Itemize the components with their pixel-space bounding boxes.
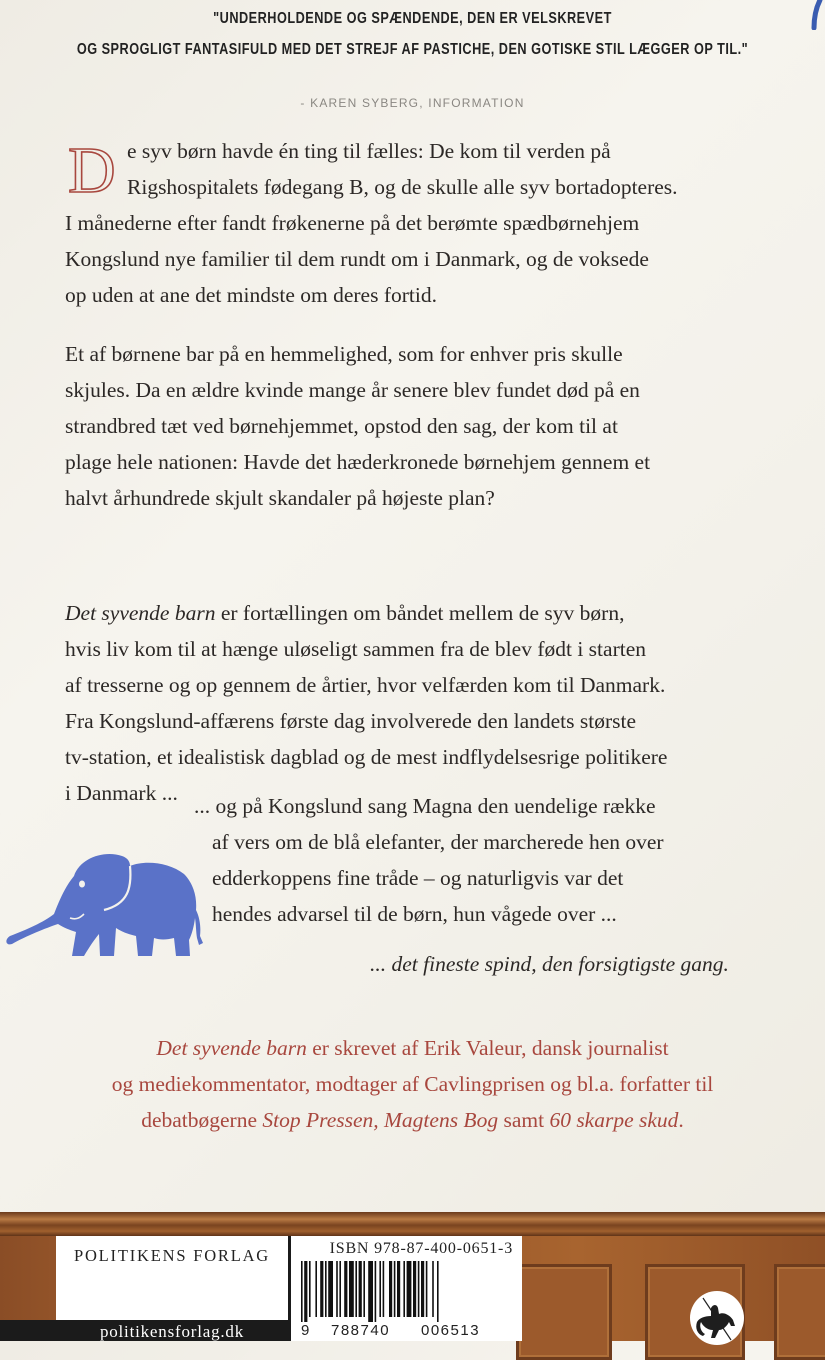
barcode-digit-first: 9 xyxy=(301,1322,311,1339)
barcode-bar xyxy=(397,1261,400,1317)
paragraph-line: e syv børn havde én ting til fælles: De kom til verden på xyxy=(127,139,611,163)
paragraph-line: skjules. Da en ældre kvinde mange år senere blev fundet død på en xyxy=(65,378,640,402)
author-bio xyxy=(0,1030,825,1138)
barcode-bar xyxy=(359,1261,362,1317)
barcode-bar xyxy=(421,1261,424,1317)
author-text: debatbøgerne xyxy=(141,1108,263,1132)
barcode-bar xyxy=(363,1261,365,1317)
publisher-url: politikensforlag.dk xyxy=(99,1322,245,1341)
isbn-label: ISBN 978-87-400-0651-3 xyxy=(329,1240,513,1257)
paragraph-1 xyxy=(65,133,678,313)
barcode-bar xyxy=(368,1261,373,1325)
barcode-bar xyxy=(426,1261,428,1317)
paragraph-line: af vers om de blå elefanter, der marcherede hen over xyxy=(212,830,664,854)
paragraph-line: ... og på Kongslund sang Magna den uendelige række xyxy=(194,794,656,818)
isbn-box xyxy=(291,1236,522,1341)
book-title: Det syvende barn xyxy=(65,601,216,625)
barcode-bar xyxy=(355,1261,357,1317)
barcode-bar xyxy=(413,1261,416,1317)
barcode-bar xyxy=(403,1261,405,1317)
paragraph-2 xyxy=(65,336,650,516)
barcode-bar xyxy=(349,1261,354,1317)
book-title: Magtens Bog xyxy=(384,1108,499,1132)
barcode-digits-right: 006513 xyxy=(421,1322,481,1339)
paragraph-line: af tresserne og op gennem de årtier, hvor velfærden kom til Danmark. xyxy=(65,673,666,697)
barcode-bar xyxy=(432,1261,434,1317)
barcode-bar xyxy=(389,1261,392,1317)
paragraph-line: op uden at ane det mindste om deres fortid. xyxy=(65,283,437,307)
elephant-illustration-icon xyxy=(4,848,204,958)
barcode-digits-left: 788740 xyxy=(331,1322,391,1339)
book-title: 60 skarpe skud xyxy=(549,1108,679,1132)
horse-rider-logo-icon xyxy=(689,1290,745,1346)
paragraph-text: er fortællingen om båndet mellem de syv børn, xyxy=(215,601,625,625)
barcode-bar xyxy=(301,1261,303,1325)
paragraph-line: halvt århundrede skjult skandaler på højeste plan? xyxy=(65,486,495,510)
paragraph-line: Kongslund nye familier til dem rundt om i Danmark, og de voksede xyxy=(65,247,649,271)
barcode-bar xyxy=(383,1261,385,1317)
paragraph-line xyxy=(65,595,667,631)
barcode-bar xyxy=(304,1261,307,1325)
barcode-bar xyxy=(437,1261,439,1325)
paragraph-line: I månederne efter fandt frøkenerne på det berømte spædbørnehjem xyxy=(65,211,640,235)
paragraph-4 xyxy=(194,788,664,932)
review-quote-line-1: "UNDERHOLDENDE OG SPÆNDENDE, DEN ER VELSKREVET xyxy=(213,10,612,27)
barcode-digits xyxy=(291,1318,522,1340)
publisher-url-bar xyxy=(0,1320,289,1341)
review-quote-line-2: OG SPROGLIGT FANTASIFULD MED DET STREJF AF PASTICHE, DEN GOTISKE STIL LÆGGER OP TIL." xyxy=(76,41,749,58)
publisher-name: POLITIKENS FORLAG xyxy=(73,1246,271,1265)
barcode-bar xyxy=(375,1261,377,1325)
barcode-bar xyxy=(328,1261,333,1317)
paragraph-line: Et af børnene bar på en hemmelighed, som for enhver pris skulle xyxy=(65,342,623,366)
wood-molding xyxy=(0,1212,825,1236)
barcode-bar xyxy=(339,1261,341,1317)
paragraph-line: hendes advarsel til de børn, hun vågede over ... xyxy=(212,902,617,926)
barcode-icon xyxy=(301,1261,513,1325)
author-text: . xyxy=(678,1108,684,1132)
barcode-bar xyxy=(309,1261,311,1317)
barcode-bar xyxy=(344,1261,347,1317)
barcode-bar xyxy=(325,1261,327,1317)
barcode-bar xyxy=(379,1261,381,1317)
blue-brush-stroke-icon xyxy=(810,0,824,30)
barcode-bar xyxy=(320,1261,323,1317)
author-line xyxy=(0,1030,825,1066)
paragraph-line: hvis liv kom til at hænge uløseligt sammen fra de blev født i starten xyxy=(65,637,646,661)
author-text: er skrevet af Erik Valeur, dansk journalist xyxy=(306,1036,669,1060)
paragraph-line: strandbred tæt ved børnehjemmet, opstod den sag, der kom til at xyxy=(65,414,618,438)
book-title: Stop Pressen xyxy=(262,1108,374,1132)
paragraph-line: tv-station, et idealistisk dagblad og de mest indflydelsesrige politikere xyxy=(65,745,668,769)
paragraph-line: Fra Kongslund-affærens første dag involverede den landets største xyxy=(65,709,636,733)
review-attribution: - KAREN SYBERG, INFORMATION xyxy=(300,96,525,110)
barcode-bar xyxy=(315,1261,317,1317)
barcode-bar xyxy=(394,1261,396,1317)
paragraph-line: plage hele nationen: Havde det hæderkronede børnehjem gennem et xyxy=(65,450,651,474)
paragraph-line: i Danmark ... xyxy=(65,781,178,805)
author-text: samt xyxy=(498,1108,550,1132)
drop-cap-letter: D xyxy=(68,140,116,196)
wood-panel xyxy=(774,1264,825,1360)
wood-panel xyxy=(516,1264,612,1360)
barcode-bar xyxy=(336,1261,338,1317)
author-line: og mediekommentator, modtager af Cavlingprisen og bl.a. forfatter til xyxy=(111,1072,714,1096)
barcode-bar xyxy=(418,1261,420,1317)
paragraph-3 xyxy=(65,595,667,811)
separator: , xyxy=(373,1108,385,1132)
closing-line: ... det fineste spind, den forsigtigste gang. xyxy=(370,952,729,976)
author-line xyxy=(0,1102,825,1138)
paragraph-line: edderkoppens fine tråde – og naturligvis var det xyxy=(212,866,624,890)
barcode-bar xyxy=(407,1261,412,1317)
book-title: Det syvende barn xyxy=(156,1036,307,1060)
paragraph-line: Rigshospitalets fødegang B, og de skulle alle syv bortadopteres. xyxy=(127,175,678,199)
